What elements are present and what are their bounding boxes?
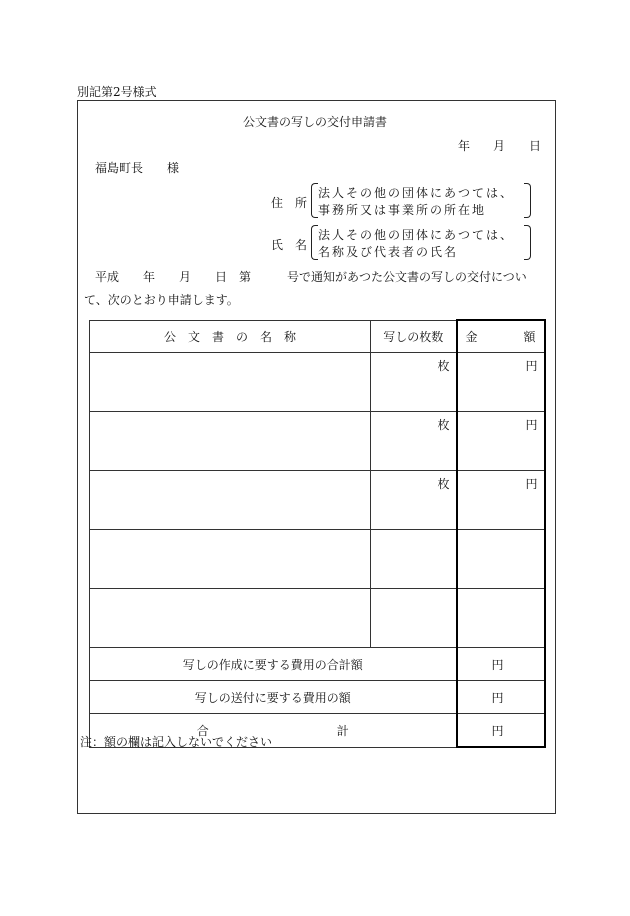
name-close-bracket: [524, 225, 531, 260]
table-row: [90, 589, 545, 648]
name-label: 氏 名: [271, 238, 308, 252]
addressee: 福島町長 様: [95, 161, 180, 175]
header-amount-left: 金: [465, 330, 478, 344]
document-name-field[interactable]: [90, 530, 371, 589]
table-row: [90, 530, 545, 589]
header-document-name: 公 文 書 の 名 称: [90, 320, 371, 353]
creation-cost-label: 写しの作成に要する費用の合計額: [90, 648, 457, 681]
header-copy-count: 写しの枚数: [371, 320, 457, 353]
header-amount: [457, 320, 545, 353]
document-name-field[interactable]: [90, 589, 371, 648]
document-name-field[interactable]: [90, 412, 371, 471]
total-label-right: 計: [336, 723, 349, 738]
document-name-field[interactable]: [90, 353, 371, 412]
creation-cost-row: [90, 648, 545, 681]
date-year-label: 年: [458, 139, 471, 153]
header-amount-right: 額: [523, 330, 536, 344]
name-note-line1: 法人その他の団体にあつては、: [318, 228, 515, 242]
amount-field: [457, 589, 545, 648]
copy-count-field[interactable]: 枚: [371, 412, 457, 471]
creation-cost-amount: 円: [457, 648, 545, 681]
address-note-line1: 法人その他の団体にあつては、: [318, 186, 515, 200]
footnote: 注：額の欄は記入しないでください: [80, 735, 273, 749]
document-title: 公文書の写しの交付申請書: [242, 115, 387, 129]
name-open-bracket: [311, 225, 318, 260]
total-label-left: 合: [196, 723, 209, 738]
shipping-cost-label: 写しの送付に要する費用の額: [90, 681, 457, 714]
table-header-row: [90, 320, 545, 353]
copy-count-field[interactable]: [371, 589, 457, 648]
total-amount: 円: [457, 714, 545, 748]
form-number-label: 別記第2号様式: [77, 85, 157, 99]
address-close-bracket: [524, 183, 531, 218]
document-name-field[interactable]: [90, 471, 371, 530]
copy-count-field[interactable]: [371, 530, 457, 589]
date-day-label: 日: [529, 139, 542, 153]
shipping-cost-row: [90, 681, 545, 714]
request-table: [89, 319, 546, 748]
date-month-label: 月: [493, 139, 506, 153]
copy-count-field[interactable]: 枚: [371, 471, 457, 530]
table-row: [90, 412, 545, 471]
copy-count-field[interactable]: 枚: [371, 353, 457, 412]
shipping-cost-amount: 円: [457, 681, 545, 714]
amount-field: [457, 530, 545, 589]
table-row: [90, 353, 545, 412]
name-note-line2: 名称及び代表者の氏名: [318, 245, 459, 259]
amount-field: 円: [457, 412, 545, 471]
table-row: [90, 471, 545, 530]
address-label: 住 所: [271, 196, 308, 210]
request-text-line1: 平成 年 月 日 第 号で通知があつた公文書の写しの交付につい: [95, 270, 527, 284]
address-note-line2: 事務所又は事業所の所在地: [318, 203, 487, 217]
address-open-bracket: [311, 183, 318, 218]
request-text-line2: て、次のとおり申請します。: [84, 293, 239, 307]
amount-field: 円: [457, 353, 545, 412]
amount-field: 円: [457, 471, 545, 530]
